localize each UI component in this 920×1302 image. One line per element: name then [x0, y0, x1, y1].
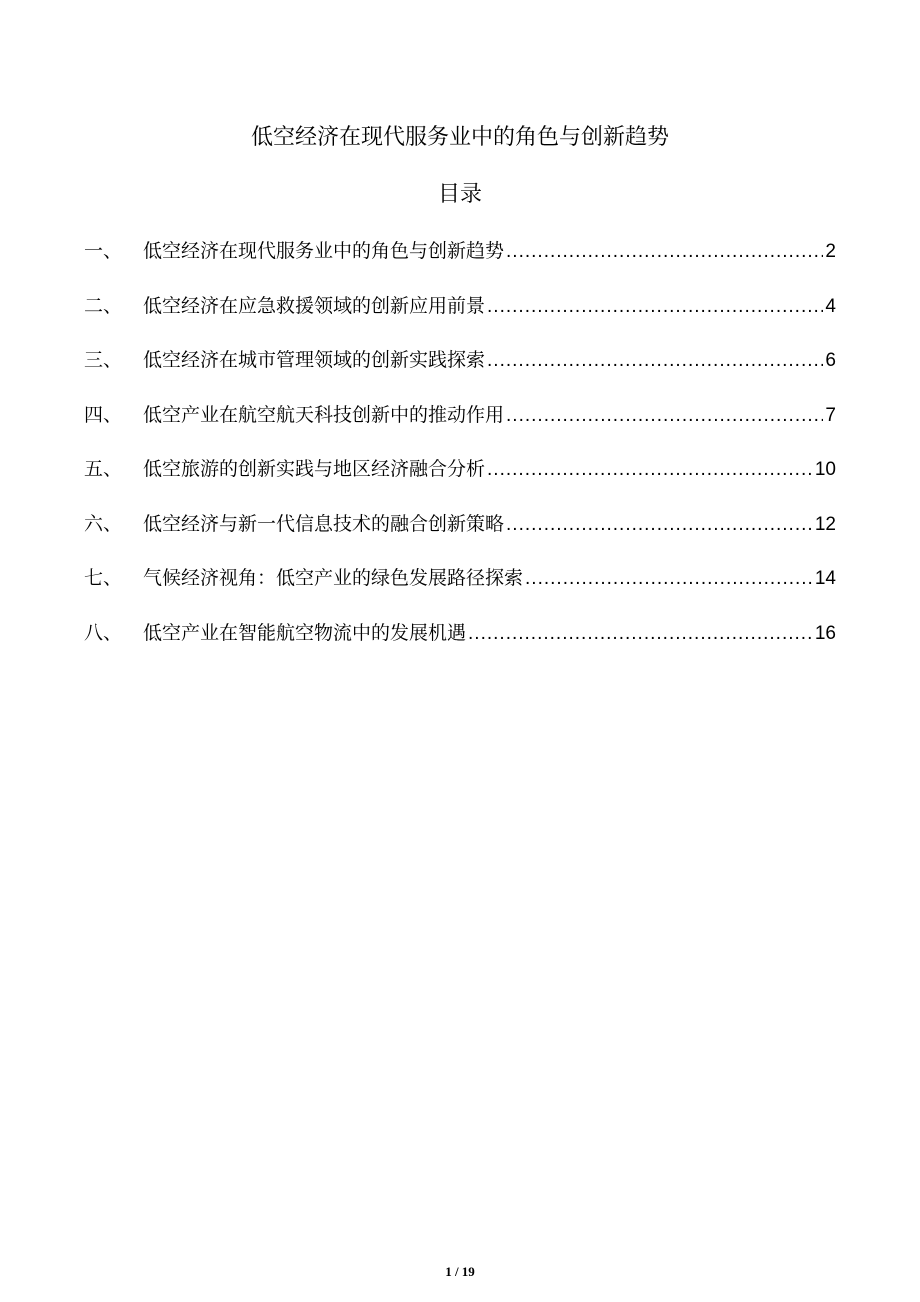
toc-entry-number: 七、 — [84, 567, 123, 589]
toc-entry-number: 一、 — [84, 240, 123, 262]
toc-entry-7[interactable] — [84, 561, 836, 616]
toc-entry-page: 6 — [825, 350, 836, 371]
toc-heading: 目录 — [437, 182, 482, 207]
page-number-footer: 1 / 19 — [445, 1264, 475, 1279]
toc-entry-3[interactable] — [84, 343, 836, 398]
toc-entry-title[interactable]: 低空产业在智能航空物流中的发展机遇 — [143, 621, 467, 644]
toc-entry-4[interactable] — [84, 398, 836, 453]
toc-dot-leader — [525, 562, 813, 596]
toc-dot-leader — [506, 235, 823, 269]
toc-entry-title[interactable]: 低空产业在航空航天科技创新中的推动作用 — [143, 403, 505, 426]
toc-entry-number: 二、 — [84, 294, 123, 317]
toc-entry-title[interactable]: 低空经济与新一代信息技术的融合创新策略 — [143, 512, 505, 535]
toc-dot-leader — [487, 290, 823, 324]
toc-entry-page: 12 — [814, 513, 836, 535]
table-of-contents — [84, 234, 836, 670]
toc-dot-leader — [487, 453, 813, 487]
toc-entry-number: 六、 — [84, 512, 123, 535]
toc-entry-number: 八、 — [84, 621, 123, 644]
toc-entry-1[interactable] — [84, 234, 836, 289]
toc-dot-leader — [506, 399, 823, 433]
toc-dot-leader — [506, 508, 813, 542]
toc-entry-5[interactable] — [84, 452, 836, 507]
toc-entry-page: 7 — [825, 404, 836, 426]
toc-entry-2[interactable] — [84, 289, 836, 344]
toc-entry-page: 2 — [825, 241, 836, 262]
toc-entry-page: 4 — [825, 295, 836, 317]
toc-entry-8[interactable] — [84, 616, 836, 671]
toc-entry-number: 五、 — [84, 458, 123, 480]
toc-entry-number: 四、 — [84, 403, 123, 426]
toc-entry-title[interactable]: 低空经济在应急救援领域的创新应用前景 — [143, 294, 486, 317]
toc-entry-page: 10 — [814, 459, 836, 480]
toc-entry-page: 14 — [814, 568, 836, 589]
toc-entry-title[interactable]: 气候经济视角：低空产业的绿色发展路径探索 — [143, 567, 524, 589]
toc-entry-title[interactable]: 低空经济在城市管理领域的创新实践探索 — [143, 349, 486, 371]
toc-dot-leader — [468, 617, 813, 651]
document-title: 低空经济在现代服务业中的角色与创新趋势 — [250, 125, 669, 150]
toc-entry-6[interactable] — [84, 507, 836, 562]
toc-entry-title[interactable]: 低空旅游的创新实践与地区经济融合分析 — [143, 458, 486, 480]
toc-dot-leader — [487, 344, 823, 378]
toc-entry-number: 三、 — [84, 349, 123, 371]
toc-entry-title[interactable]: 低空经济在现代服务业中的角色与创新趋势 — [143, 240, 505, 262]
toc-entry-page: 16 — [814, 622, 836, 644]
